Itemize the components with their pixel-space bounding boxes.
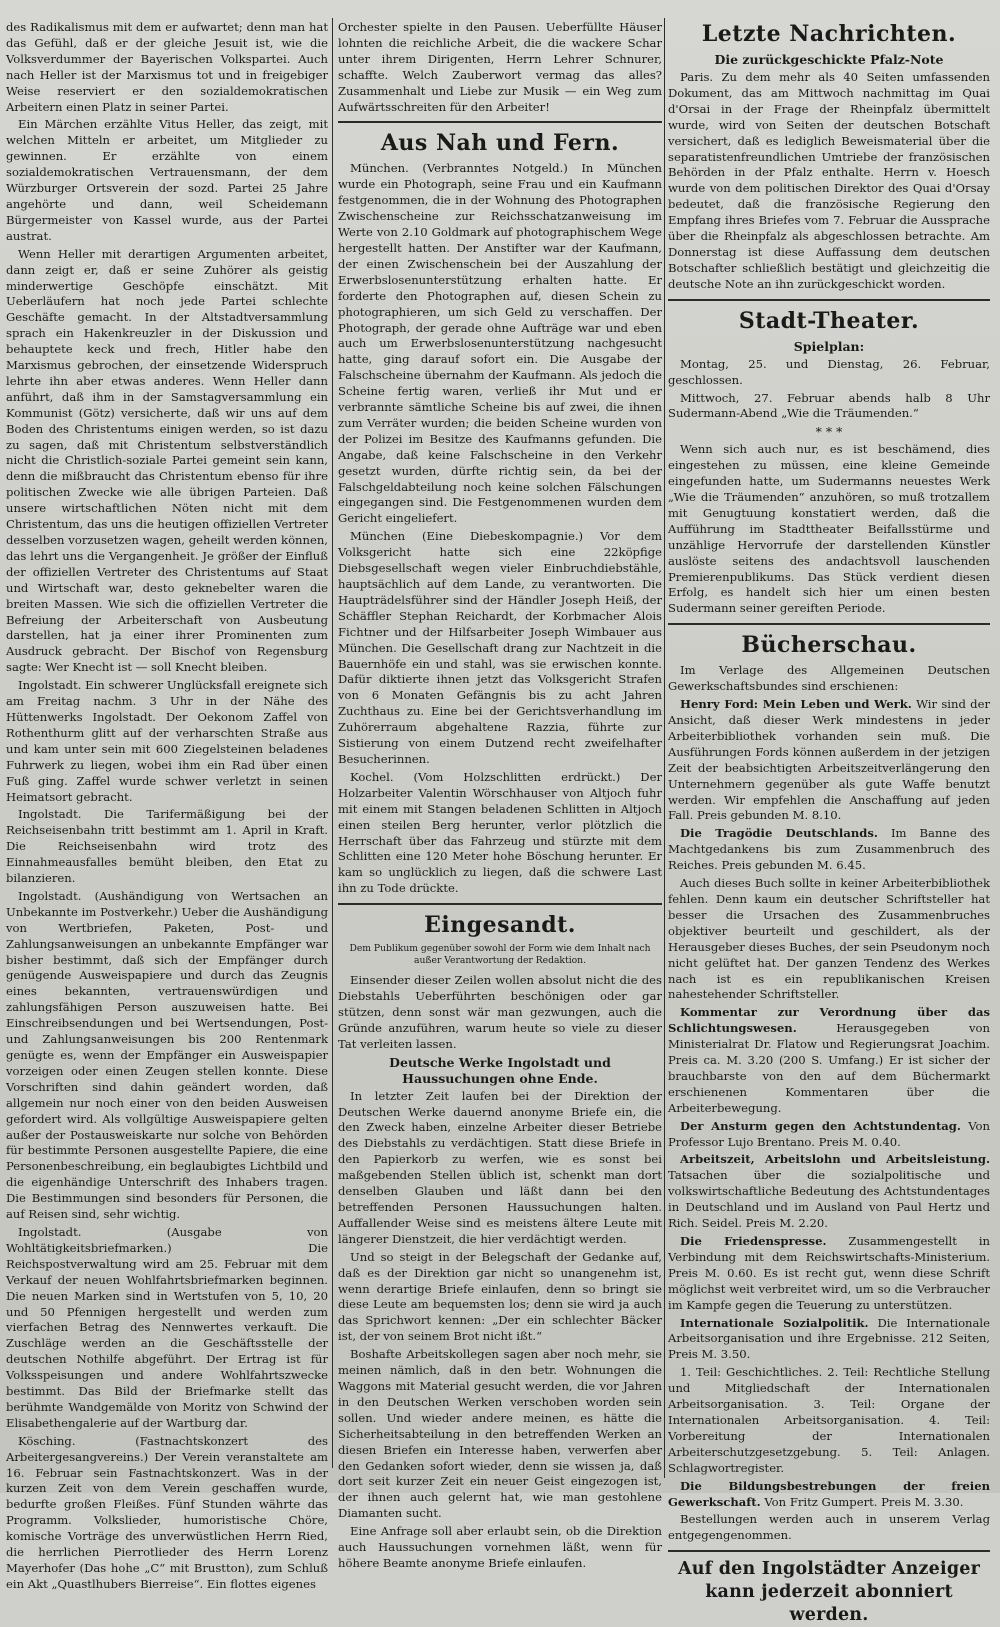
column-right [668, 20, 991, 1626]
book-title: Der Ansturm gegen den Achtstundentag. [680, 1118, 961, 1133]
column-middle [338, 20, 662, 1570]
section-rule [668, 623, 990, 625]
section-rule [668, 299, 990, 301]
book-title: Henry Ford: Mein Leben und Werk. [680, 697, 912, 712]
letter-paragraph: Boshafte Arbeitskollegen sagen aber noch mehr, sie meinen nämlich, daß in den betr. Wohnungen die Waggons mit Material gesucht werden, die vor Jahren in den Deutschen Werken verschoben worden sein sollen. Und wieder andere meinen, es hätte die Sicherheitsabteilung in den betreffenden Werken an diesen Briefen ein Interesse haben, verwerfen aber den Gedanken sofort wieder, denn sie wissen ja, daß dort seit kurzer Zeit ein neuer Geist eingezogen ist, der ihnen auch gelernt hat, wie man gestohlene Diamanten sucht. [338, 1347, 662, 1521]
column-divider [332, 18, 333, 1468]
book-title: Die Tragödie Deutschlands. [680, 826, 878, 841]
book-description: Herausgegeben von Ministerialrat Dr. Flatow und Regierungsrat Joachim. Preis ca. M. 3.20 (200 S. Umfang.) Er ist sicher der brauchbarste von den auf dem Büchermarkt erschienenen Kommentaren über die Arbeiterbewegung. [668, 1021, 990, 1115]
article-paragraph: Wenn Heller mit derartigen Argumenten arbeitet, dann zeigt er, daß er seine Zuhörer als geistig minderwertige Geschöpfe einschätzt. Mit Ueberläufern hat noch jede Partei schlechte Geschäfte gemacht. In der Altstadtversammlung sprach ein Hakenkreuzler in der Diskussion und behauptete keck und frech, Hitler habe den Marxismus gebrochen, der einsetzende Widerspruch lehrte ihn aber etwas anderes. Wenn Heller dann anführt, daß ihm in der Samstagversammlung ein Kommunist (Götz) versicherte, daß wir uns auf dem Boden des Christentums einigen werden, so ist dazu zu sagen, daß mit Christentum selbstverständlich nicht die Christlich-soziale Partei gemeint sein kann, denn die mißbraucht das Christentum ebenso für ihre politischen Zwecke wie alle übrigen Parteien. Daß unsere wirtschaftlichen Nöten nicht mit dem Christentum, das uns die heutigen offiziellen Vertreter desselben vorzusetzen wagen, geheilt werden können, das lehrt uns die Vergangenheit. Je größer der Einfluß der offiziellen Vertreter des Christentums auf Staat und Wirtschaft war, desto geknebelter waren die breiten Massen. Wie sich die offiziellen Vertreter die Befreiung der Arbeiterschaft von Ausbeutung darstellen, hat ja einer ihrer Prominenten zum Ausdruck gebracht. Der Bischof von Regensburg sagte: Wer Knecht ist — soll Knecht bleiben. [6, 246, 328, 675]
book-entry [668, 1234, 990, 1314]
column-divider [664, 18, 665, 1478]
program-subheading: Spielplan: [793, 338, 865, 354]
letter-paragraph: Einsender dieser Zeilen wollen absolut nicht die des Diebstahls Ueberführten beschönigen oder gar stützen, denn sonst wär man gezwungen, auch die Gründe anzuführen, warum heute so viele zu dieser Tat verleiten lassen. [338, 973, 662, 1051]
program-entry: Montag, 25. und Dienstag, 26. Februar, geschlossen. [668, 356, 990, 387]
book-title: Arbeitszeit, Arbeitslohn und Arbeitsleistung. [680, 1152, 990, 1167]
letter-paragraph: In letzter Zeit laufen bei der Direktion der Deutschen Werke dauernd anonyme Briefe ein, die den Zweck haben, einzelne Arbeiter dieser Betriebe des Diebstahls zu verdächtigen. Statt diese Briefe in den Papierkorb zu werfen, wie es sonst bei maßgebenden Stellen üblich ist, schenkt man dort denselben Glauben und läßt dann bei den betreffenden Personen Haussuchungen halten. Auffallender Weise sind es meistens ältere Leute mit längerer Dienstzeit, die hier verdächtigt werden. [338, 1088, 662, 1246]
local-news-paragraph: Kösching. (Fastnachtskonzert des Arbeitergesangvereins.) Der Verein veranstaltete am 16. Februar sein Fastnachtskonzert. Was in der kurzen Zeit von dem Verein geschaffen wurde, bedurfte großen Fleißes. Fünf Stunden währte das Programm. Volkslieder, humoristische Chöre, komische Vorträge des unverwüstlichen Herrn Ried, die herrlichen Pierrotlieder des Herrn Lorenz Mayerhofer (Das hohe „C“ mit Brustton), zum Schluß ein Akt „Quastlhubers Bierreise“. Ein flottes eigenes [6, 1433, 328, 1591]
review-paragraph: Wenn sich auch nur, es ist beschämend, dies eingestehen zu müssen, eine kleine Gemeinde eingefunden hatte, um Sudermanns neuestes Werk „Wie die Träumenden“ anzuhören, so muß trotzallem mit Genugtuung konstatiert werden, daß die Aufführung im Stadttheater Beifallsstürme und unzählige Hervorrufe der darstellenden Künstler auslöste seitens des andachtsvoll lauschenden Premierenpublikums. Das Stück verdient diesen Erfolg, es handelt sich hier um einen besten Sudermann seiner gereiften Periode. [668, 442, 990, 616]
article-paragraph: des Radikalismus mit dem er aufwartet; denn man hat das Gefühl, daß er der gleiche Jesuit ist, wie die Volksverdummer der Bayerischen Volkspartei. Auch nach Heller ist der Marxismus tot und in freigebiger Weise reserviert er den sozialdemokratischen Arbeitern einen Platz in seiner Partei. [6, 20, 328, 114]
book-entry [668, 697, 990, 824]
book-entry [668, 1119, 990, 1151]
section-heading-stadt-theater: Stadt-Theater. [738, 307, 920, 334]
book-description: Im Banne des Machtgedankens bis zum Zusammenbruch des Reiches. Preis gebunden M. 6.45. [668, 826, 990, 873]
book-title: Kommentar zur Verordnung über das Schlichtungswesen. [668, 1005, 990, 1036]
letter-paragraph: Eine Anfrage soll aber erlaubt sein, ob die Direktion auch Haussuchungen vornehmen läßt, wenn für höhere Beamte anonyme Briefe einlaufen. [338, 1524, 662, 1570]
book-entry [668, 1479, 990, 1511]
book-title: Internationale Sozialpolitik. [680, 1315, 869, 1330]
news-subheading: Die zurückgeschickte Pfalz-Note [714, 52, 944, 67]
section-heading-eingesandt: Eingesandt. [424, 912, 576, 939]
section-rule [668, 1550, 990, 1552]
book-contents: 1. Teil: Geschichtliches. 2. Teil: Rechtliche Stellung und Mitgliedschaft der Internationalen Arbeitsorganisation. 3. Teil: Organe der Internationalen Arbeitsorganisation. 4. Teil: Vorbereitung der Internationalen Arbeiterschutzgesetzgebung. 5. Teil: Anlagen. Schlagwortregister. [668, 1365, 990, 1475]
book-title: Die Friedenspresse. [680, 1234, 827, 1248]
local-news-paragraph: Ingolstadt. Ein schwerer Unglücksfall ereignete sich am Freitag nachm. 3 Uhr in der Nähe des Hüttenwerks Ingolstadt. Der Oekonom Zaffel von Rothenthurm glitt auf der verharschten Straße aus und kam unter sein mit 600 Ziegelsteinen beladenes Fuhrwerk zu liegen, wobei ihm ein Rad über einen Fuß ging. Zaffel wurde schwer verletzt in seinen Heimatsort gebracht. [6, 678, 328, 804]
section-rule [338, 121, 662, 123]
book-description: Zusammengestellt in Verbindung mit dem Reichswirtschafts-Ministerium. Preis M. 0.60. Es ist recht gut, wenn diese Schrift möglichst weit verbreitet wird, um so die Verbraucher im Kampfe gegen die Teuerung zu unterstützen. [668, 1234, 990, 1312]
subscription-advert: Auf den Ingolstädter Anzeiger kann jederzeit abonniert werden. [677, 1559, 981, 1626]
book-entry [668, 1005, 990, 1116]
column-left [6, 20, 328, 1591]
order-note: Bestellungen werden auch in unserem Verlag entgegengenommen. [668, 1512, 990, 1543]
book-description: Von Fritz Gumpert. Preis M. 3.30. [760, 1494, 964, 1509]
news-paragraph: München. (Verbranntes Notgeld.) In München wurde ein Photograph, seine Frau und ein Kaufmann festgenommen, die in der Wohnung des Photographen Zwischenscheine zur Reichsschatzanweisung im Werte von 2.10 Goldmark auf photographischem Wege hergestellt hatten. Der Anstifter war der Kaufmann, der einen Zwischenschein bei der Auszahlung der Erwerbslosenunterstützung erhalten hatte. Er forderte den Photographen auf, diesen Schein zu photographieren, um sich Geld zu verschaffen. Der Photograph, der gerade ohne Aufträge war und eben auch um Erwerbslosenunterstützung nachgesucht hatte, ging darauf sofort ein. Die Ausgabe der Falschscheine übernahm der Kaufmann. Als jedoch die Scheine fertig waren, verließ ihr Mut und er verbrannte sämtliche Scheine bis auf zwei, die ihnen zum Verräter wurden; die beiden Scheine wurden von der Polizei im Besitze des Kaufmanns gefunden. Die Angabe, daß keine Falschscheine in den Verkehr gesetzt wurden, dürfte richtig sein, da bei der Falschgeldabteilung noch keine solchen Fälschungen eingegangen sind. Die Festgenommenen wurden dem Gericht eingeliefert. [338, 161, 662, 526]
book-description: Die Internationale Arbeitsorganisation und ihre Ergebnisse. 212 Seiten, Preis M. 3.50. [668, 1315, 990, 1362]
local-news-paragraph: Ingolstadt. (Aushändigung von Wertsachen an Unbekannte im Postverkehr.) Ueber die Aushändigung von Wertbriefen, Paketen, Post- und Zahlungsanweisungen an unbekannte Empfänger war bisher bestimmt, daß sich der Empfänger durch genügende Ausweispapiere und durch das Zeugnis eines bekannten, vertrauenswürdigen und zahlungsfähigen Person auszuweisen hatte. Bei Einschreibsendungen und bei Wertsendungen, Post- und Zahlungsanweisungen bis 200 Rentenmark genügte es, wenn der Empfänger ein Ausweispapier vorzeigen oder einen Zeugen stellen konnte. Diese Vorschriften sind dahin geändert worden, daß allgemein nur noch einer von den beiden Ausweisen gefordert wird. Als vollgültige Ausweispapiere gelten außer der Postausweiskarte nur solche von Behörden für bestimmte Personen ausgestellte Papiere, die eine Personenbeschreibung, ein beglaubigtes Lichtbild und die eigenhändige Unterschrift des Inhabers tragen. Die Bestimmungen sind besonders für Personen, die auf Reisen sind, sehr wichtig. [6, 888, 328, 1222]
book-description: Tatsachen über die sozialpolitische und volkswirtschaftliche Bedeutung des Achtstundentages in Deutschland und im Ausland von Paul Hertz und Rich. Seidel. Preis M. 2.20. [668, 1168, 990, 1231]
local-news-paragraph: Ingolstadt. Die Tarifermäßigung bei der Reichseisenbahn tritt bestimmt am 1. April in Kraft. Die Reichseisenbahn wird trotz des Einnahmeausfalles bemüht bleiben, den Etat zu bilanzieren. [6, 807, 328, 886]
book-review: Auch dieses Buch sollte in keiner Arbeiterbibliothek fehlen. Denn kaum ein deutscher Schriftsteller hat besser die Ursachen des Zusammenbruches objektiver beurteilt und geschildert, als der Herausgeber dieses Buches, der sein Pseudonym noch nicht gelüftet hat. Der ganzen Tendenz des Werkes nach ist es ein republikanischen Kreisen nahestehender Schriftsteller. [668, 876, 990, 1002]
book-entry [668, 1152, 990, 1232]
section-heading-buecherschau: Bücherschau. [741, 632, 917, 659]
editorial-disclaimer: Dem Publikum gegenüber sowohl der Form wie dem Inhalt nach außer Verantwortung der Redaktion. [349, 943, 651, 967]
article-paragraph: Orchester spielte in den Pausen. Ueberfüllte Häuser lohnten die reichliche Arbeit, die die wackere Schar unter ihrem Dirigenten, Herrn Lehrer Schnurer, schaffte. Welch Zauberwort vermag das alles? Zusammenhalt und Liebe zur Musik — ein Weg zum Aufwärtsschreiten für den Arbeiter! [338, 20, 662, 114]
letter-paragraph: Und so steigt in der Belegschaft der Gedanke auf, daß es der Direktion gar nicht so unangenehm ist, wenn derartige Briefe einlaufen, denn so bringt sie diese Leute am bequemsten los; denn sie wird ja auch das Sprichwort kennen: „Der ein schlechter Bäcker ist, der von seinem Brot nicht ißt.“ [338, 1249, 662, 1344]
letter-subheading: Deutsche Werke Ingolstadt und Haussuchungen ohne Ende. [389, 1054, 611, 1086]
book-entry [668, 826, 990, 874]
news-paragraph: Paris. Zu dem mehr als 40 Seiten umfassenden Dokument, das am Mittwoch nachmittag im Quai d'Orsai in der Frage der Rheinpfalz übermittelt wurde, wird von Seiten der deutschen Botschaft versichert, daß es lediglich Beweismaterial über die separatistenfreundlichen Umtriebe der französischen Behörden in der Pfalz enthalte. Herrn v. Hoesch wurde von dem politischen Direktor des Quai d'Orsay bedeutet, daß die französische Regierung den Empfang ihres Briefes vom 7. Februar die Aussprache über die Rheinpfalz als abgeschlossen betrachte. Am Donnerstag ist diese Auffassung dem deutschen Botschafter schließlich bestätigt und gleichzeitig die deutsche Note an ihn zurückgeschickt worden. [668, 70, 990, 291]
local-news-paragraph: Ingolstadt. (Ausgabe von Wohltätigkeitsbriefmarken.) Die Reichspostverwaltung wird am 25. Februar mit dem Verkauf der neuen Wohlfahrtsbriefmarken beginnen. Die neuen Marken sind in Wertstufen von 5, 10, 20 und 50 Pfennigen hergestellt und werden zum vierfachen Betrag des Nennwertes verkauft. Die Zuschläge werden an die Geschäftsstelle der deutschen Nothilfe abgeführt. Der Ertrag ist für Volksspeisungen und andere Wohlfahrtszwecke bestimmt. Das Bild der Briefmarke stellt das berühmte Wandgemälde von Moritz von Schwind der Elisabethengalerie auf der Wartburg dar. [6, 1224, 328, 1430]
book-entry [668, 1316, 990, 1364]
program-entry: Mittwoch, 27. Februar abends halb 8 Uhr Sudermann-Abend „Wie die Träumenden.“ [668, 390, 990, 421]
book-title: Die Bildungsbestrebungen der freien Gewerkschaft. [668, 1478, 990, 1509]
section-heading-letzte-nachrichten: Letzte Nachrichten. [701, 21, 957, 47]
news-paragraph: München (Eine Diebeskompagnie.) Vor dem Volksgericht hatte sich eine 22köpfige Diebsgesellschaft wegen vieler Einbruchdiebstähle, hauptsächlich auf dem Lande, zu verantworten. Die Haupträdelsführer sind der Händler Joseph Heiß, der Schäffler Stephan Reichardt, der Korbmacher Alois Fichtner und der Hilfsarbeiter Joseph Wimbauer aus München. Die Gesellschaft drang zur Nachtzeit in die Bauernhöfe ein und stahl, was sie erwischen konnte. Dafür diktierte ihnen jetzt das Volksgericht Strafen von 6 Monaten Gefängnis bis zu acht Jahren Zuchthaus zu. Eine bei der Gerichtsverhandlung im Zuhörerraum abgehaltene Razzia, führte zur Sistierung von einem Dutzend recht zweifelhafter Besucherinnen. [338, 529, 662, 766]
separator-stars: * * * [815, 424, 843, 440]
book-intro: Im Verlage des Allgemeinen Deutschen Gewerkschaftsbundes sind erschienen: [668, 663, 990, 694]
news-paragraph: Kochel. (Vom Holzschlitten erdrückt.) Der Holzarbeiter Valentin Wörschhauser von Altjoch fuhr mit einem mit Stangen beladenen Schlitten in Altjoch einen steilen Berg herunter, verlor plötzlich die Herrschaft über das Fahrzeug und stürzte mit dem Schlitten eine 120 Meter hohe Böschung herunter. Er kam so unglücklich zu liegen, daß die schwere Last ihn zu Tode drückte. [338, 769, 662, 896]
article-paragraph: Ein Märchen erzählte Vitus Heller, das zeigt, mit welchen Mitteln er arbeitet, um Mitglieder zu gewinnen. Er erzählte von einem sozialdemokratischen Vertrauensmann, der dem Würzburger Ortsverein der sozd. Partei 25 Jahre angehörte und dann, weil Scheidemann Bürgermeister von Kassel wurde, aus der Partei austrat. [6, 117, 328, 243]
book-description: Von Professor Lujo Brentano. Preis M. 0.40. [668, 1118, 990, 1149]
book-description: Wir sind der Ansicht, daß dieser Werk mindestens in jeder Arbeiterbibliothek vorhanden sein muß. Die Ausführungen Fords können außerdem in der jetzigen Zeit der beabsichtigten Arbeitszeitverlängerung den Unternehmern gegenüber als gute Waffe benutzt werden. Wir empfehlen die Anschaffung auf jeden Fall. Preis gebunden M. 8.10. [668, 697, 991, 823]
section-heading-aus-nah-und-fern: Aus Nah und Fern. [380, 130, 620, 157]
section-rule [338, 903, 662, 905]
